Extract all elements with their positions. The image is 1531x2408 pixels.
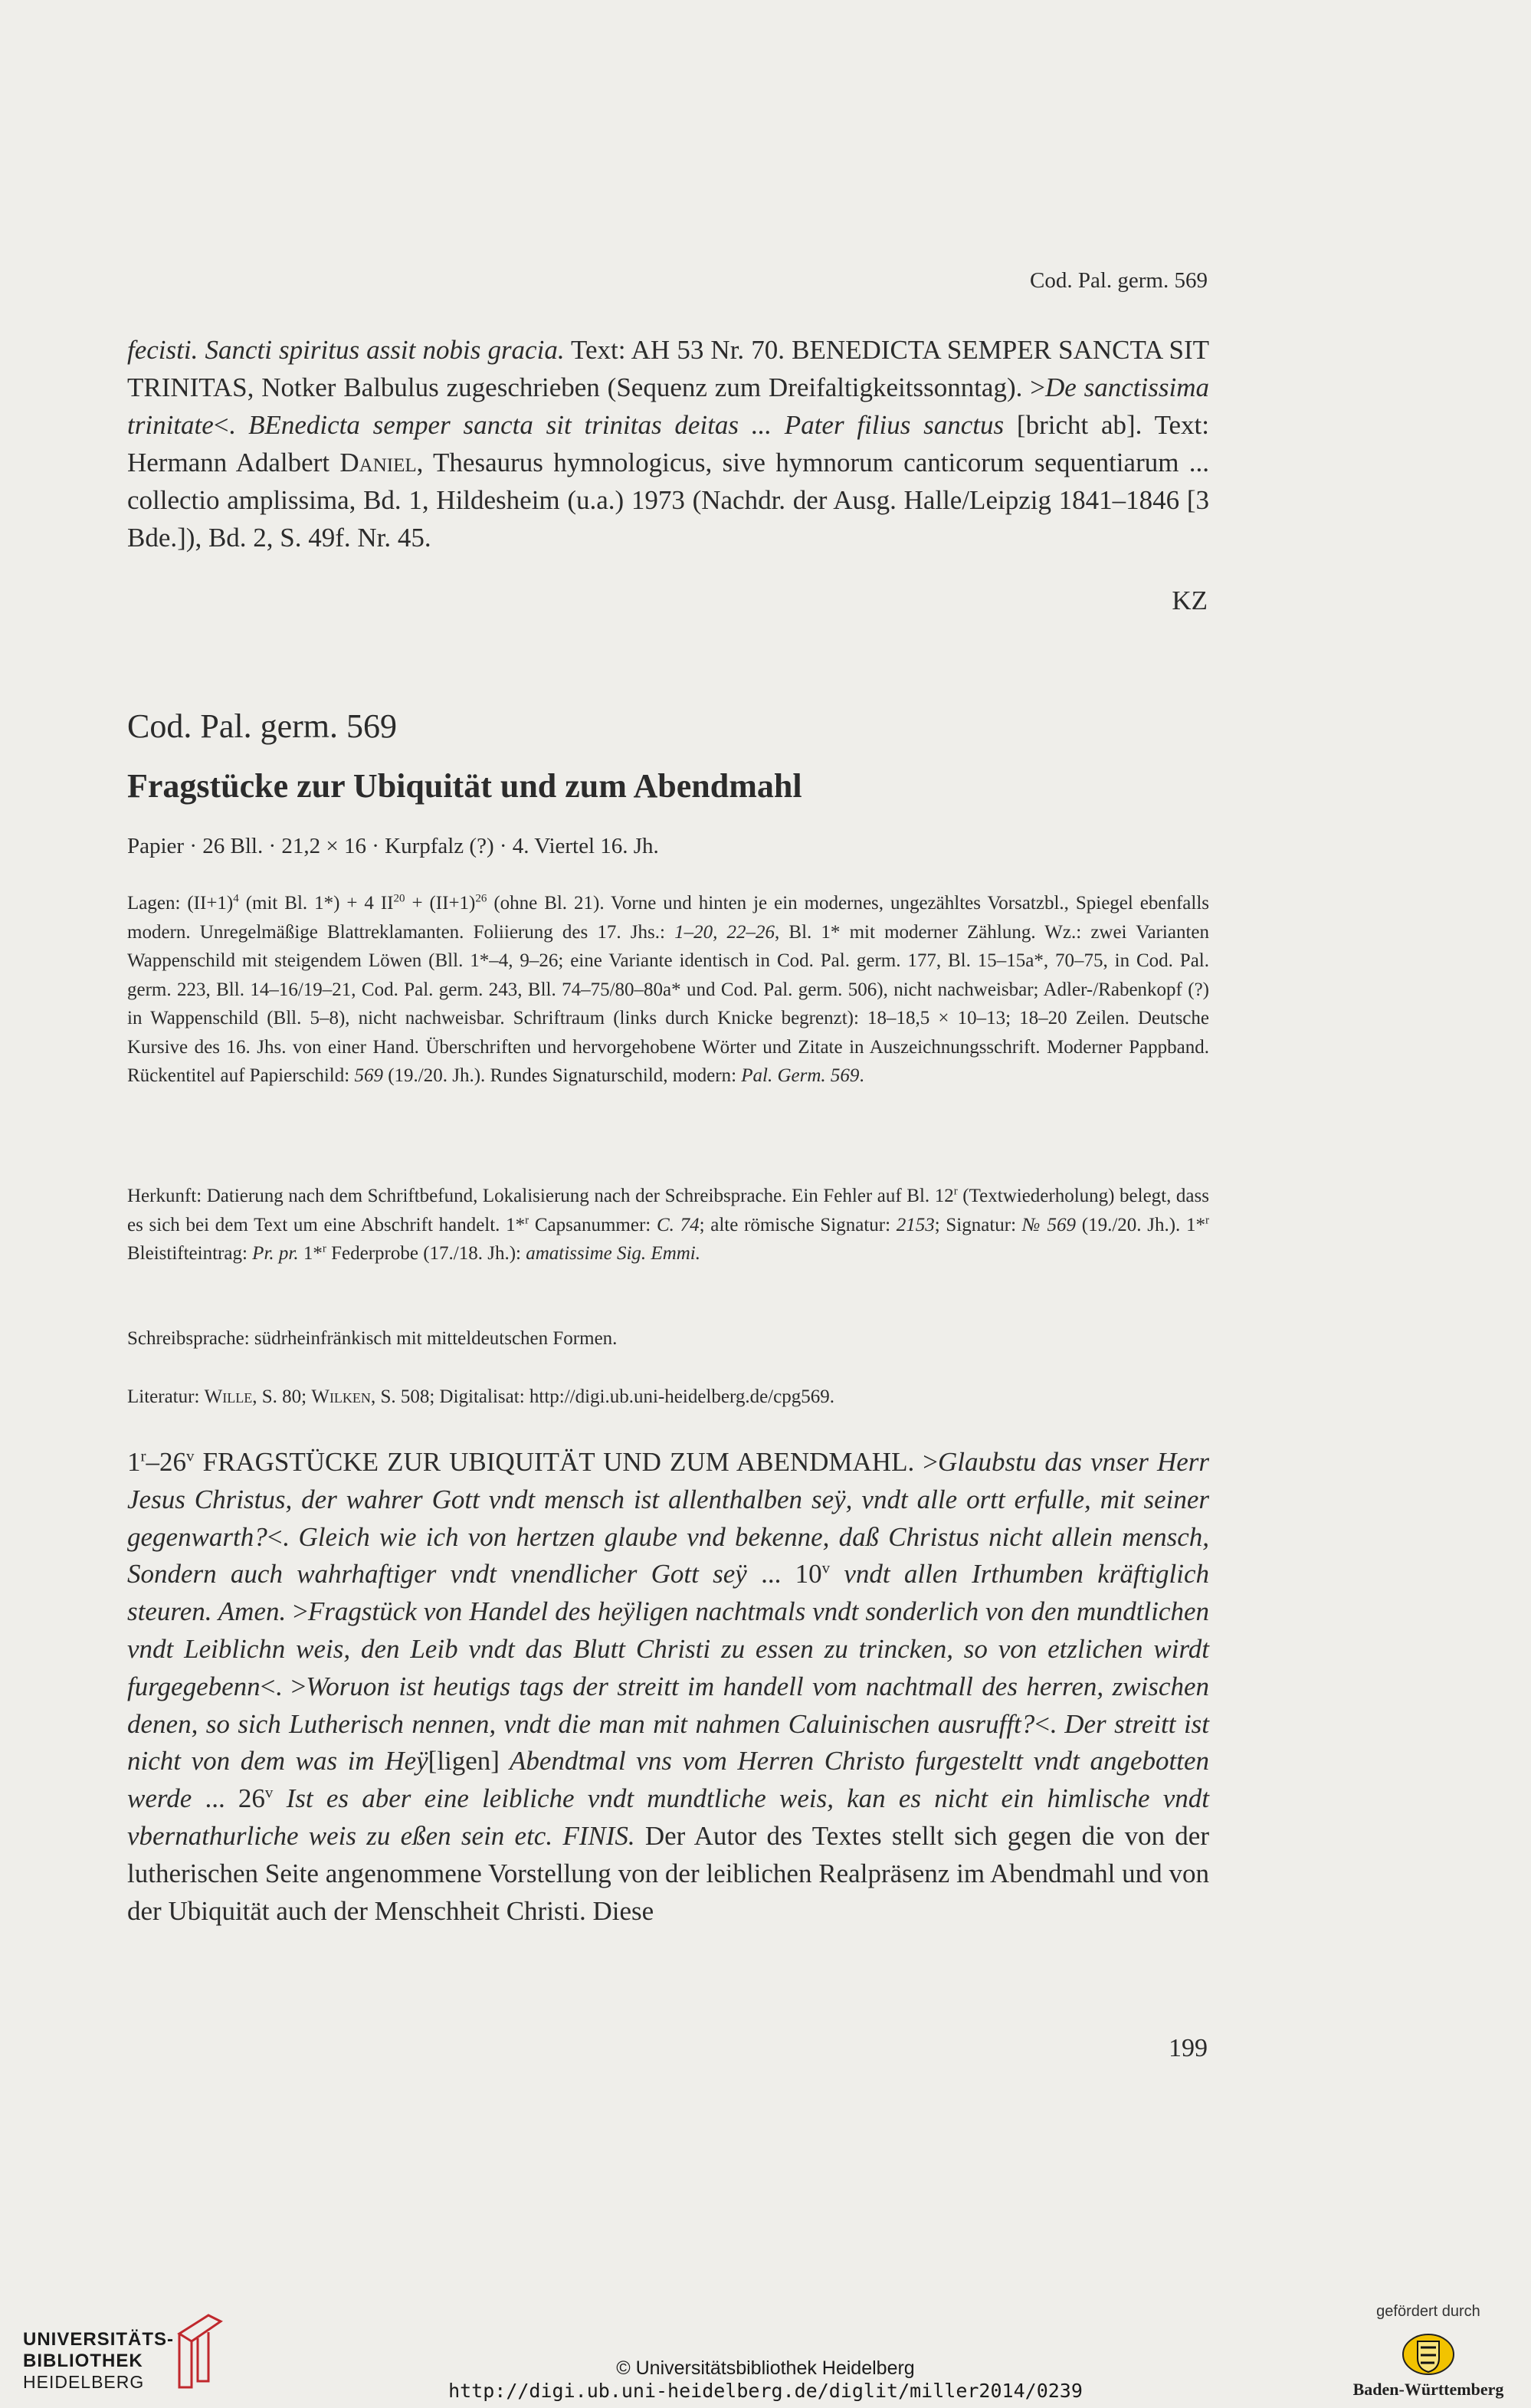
- logo-line-1: UNIVERSITÄTS-: [23, 2329, 175, 2350]
- entry-title: Fragstücke zur Ubiquität und zum Abendmahl: [127, 767, 802, 805]
- previous-entry-text: fecisti. Sancti spiritus assit nobis gracia. Text: AH 53 Nr. 70. BENEDICTA SEMPER SANCTA SIT TRINITAS, Notker Balbulus zugeschrieben (Sequenz zum Dreifaltigkeitssonntag). >De sanctissima trinitate<. BEnedicta semper sancta sit trinitas deitas ... Pater filius sanctus [bricht ab]. Text: Hermann Adalbert Daniel, Thesaurus hymnologicus, sive hymnorum canticorum sequentiarum ... collectio amplissima, Bd. 1, Hildesheim (u.a.) 1973 (Nachdr. der Ausg. Halle/Leipzig 1841–1846 [3 Bde.]), Bd. 2, S. 49f. Nr. 45.: [127, 335, 1209, 553]
- author-name: Daniel: [339, 448, 417, 477]
- page-number: 199: [1169, 2034, 1208, 2062]
- lagen-paragraph: Lagen: $(II+1)^4$ (mit Bl. 1*) + 4 $II^{20} + (II+1)^{26}$ (ohne Bl. 21). Vorne und hinten je ein modernes, ungezähltes Vorsatzbl., Spiegel ebenfalls modern. Unregelmäßige Blattreklamanten. Foliierung des 17. Jhs.: 1–20, 22–26, Bl. 1* mit moderner Zählung. Wz.: zwei Varianten Wappenschild mit steigendem Löwen (Bll. 1*–4, 9–26; eine Variante identisch in Cod. Pal. germ. 177, Bl. 15–15a*, 70–75, in Cod. Pal. germ. 223, Bll. 14–16/19–21, Cod. Pal. germ. 243, Bll. 74–75/80–80a* und Cod. Pal. germ. 506), nicht nachweisbar; Adler-/Rabenkopf (?) in Wappenschild (Bll. 5–8), nicht nachweisbar. Schriftraum (links durch Knicke begrenzt): 18–18,5 × 10–13; 18–20 Zeilen. Deutsche Kursive des 16. Jhs. von einer Hand. Überschriften und hervorgehobene Wörter und Zitate in Auszeichnungsschrift. Moderner Pappband. Rückentitel auf Papierschild: 569 (19./20. Jh.). Rundes Signaturschild, modern: Pal. Germ. 569.: [127, 892, 1210, 1086]
- author-initials: KZ: [1172, 586, 1208, 615]
- copyright-notice: © Universitätsbibliothek Heidelberg: [616, 2357, 915, 2379]
- coat-of-arms-icon: [1401, 2332, 1456, 2377]
- incipit-text: fecisti. Sancti spiritus assit nobis gracia.: [127, 335, 565, 365]
- funding-badge: [1336, 2303, 1520, 2403]
- logo-line-2: BIBLIOTHEK: [23, 2351, 143, 2371]
- entry-signature: Cod. Pal. germ. 569: [127, 707, 397, 745]
- schreibsprache-paragraph: Schreibsprache: südrheinfränkisch mit mitteldeutschen Formen.: [127, 1328, 618, 1349]
- main-description: 1$^r$–26$^v$ FRAGSTÜCKE ZUR UBIQUITÄT UND ZUM ABENDMAHL. >Glaubstu das vnser Herr Jesus Christus, der wahrer Gott vndt mensch ist allenthalben seÿ, vndt alle ortt erfulle, mit seiner gegenwarth?<. Gleich wie ich von hertzen glaube vnd bekenne, daß Christus nicht allein mensch, Sondern auch wahrhaftiger vndt vnendlicher Gott seÿ ... 10$^v$ vndt allen Irthumben kräftiglich steuren. Amen. >Fragstück von Handel des heÿligen nachtmals vndt sonderlich von den mundtlichen vndt Leiblichn weis, den Leib vndt das Blutt Christi zu essen zu trincken, so von etzlichen wirdt furgegebenn<. >Woruon ist heutigs tags der streitt im handell vom nachtmall des herren, zwischen denen, so sich Lutherisch nennen, vndt die man mit nahmen Caluinischen ausrufft?<. Der streitt ist nicht von dem was im Heÿ[ligen] Abendtmal vns vom Herren Christo furgesteltt vndt angebotten werde ... 26$^v$ Ist es aber eine leibliche vndt mundtliche weis, kan es nicht ein himlische vndt vbernathurliche weis zu eßen sein etc. FINIS. Der Autor des Textes stellt sich gegen die von der lutherischen Seite angenommene Vorstellung von der leiblichen Realpräsenz im Abendmahl und von der Ubiquität auch der Menschheit Christi. Diese: [127, 1446, 1210, 1926]
- permalink-url[interactable]: http://digi.ub.uni-heidelberg.de/diglit/miller2014/0239: [448, 2380, 1083, 2402]
- running-header: Cod. Pal. germ. 569: [1030, 268, 1208, 293]
- funder-name: Baden-Württemberg: [1352, 2380, 1504, 2399]
- entry-meta: Papier · 26 Bll. · 21,2 × 16 · Kurpfalz (?) · 4. Viertel 16. Jh.: [127, 834, 659, 858]
- funded-by-label: gefördert durch: [1376, 2303, 1480, 2320]
- literatur-paragraph: Literatur: Wille, S. 80; Wilken, S. 508; Digitalisat: http://digi.ub.uni-heidelberg.de/cpg569.: [127, 1386, 834, 1407]
- logo-line-3: HEIDELBERG: [23, 2372, 145, 2392]
- herkunft-paragraph: Herkunft: Datierung nach dem Schriftbefund, Lokalisierung nach der Schreibsprache. Ein Fehler auf Bl. 12$^r$ (Textwiederholung) belegt, dass es sich bei dem Text um eine Abschrift handelt. 1*$^r$ Capsanummer: C. 74; alte römische Signatur: 2153; Signatur: № 569 (19./20. Jh.). 1*$^r$ Bleistifteintrag: Pr. pr. 1*$^r$ Federprobe (17./18. Jh.): amatissime Sig. Emmi.: [127, 1185, 1209, 1264]
